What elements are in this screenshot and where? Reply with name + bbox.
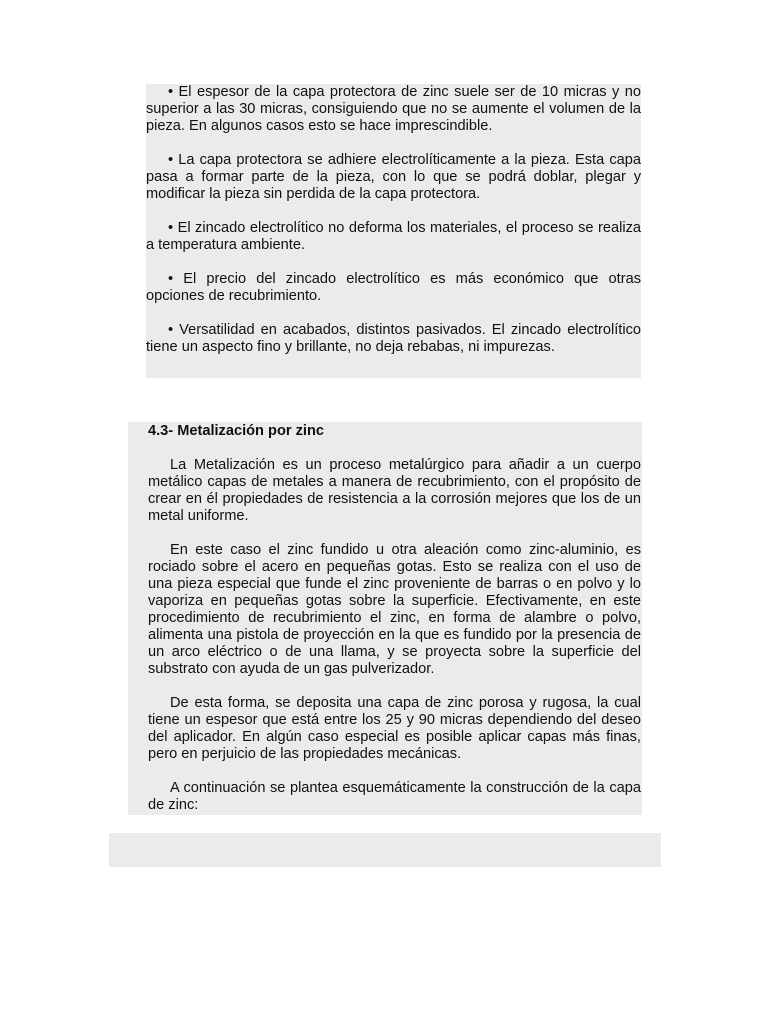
advantage-thickness: • El espesor de la capa protectora de zinc suele ser de 10 micras y no superior a las 30 micras, consiguiendo que no se aumente el volumen de la pieza. En algunos casos esto se hace imprescindible. bbox=[146, 84, 641, 134]
advantage-no-deformation: • El zincado electrolítico no deforma los materiales, el proceso se realiza a temperatura ambiente. bbox=[146, 220, 641, 253]
advantage-price: • El precio del zincado electrolítico es más económico que otras opciones de recubrimiento. bbox=[146, 271, 641, 304]
advantages-block bbox=[146, 84, 641, 378]
paragraph-process: En este caso el zinc fundido u otra aleación como zinc-aluminio, es rociado sobre el acero en pequeñas gotas. Esto se realiza con el uso de una pieza especial que funde el zinc proveniente de barras o en polvo y lo vaporiza en pequeñas gotas sobre la superficie. Efectivamente, en este procedimiento de recubrimiento el zinc, en forma de alambre o polvo, alimenta una pistola de proyección en la que es fundido por la presencia de un arco eléctrico o de una llama, y se proyecta sobre la superficie del substrato con ayuda de un gas pulverizador. bbox=[148, 542, 641, 677]
metallization-section bbox=[128, 422, 642, 815]
paragraph-definition: La Metalización es un proceso metalúrgico para añadir a un cuerpo metálico capas de metales a manera de recubrimiento, con el propósito de crear en él propiedades de resistencia a la corrosión mejores que los de un metal uniforme. bbox=[148, 457, 641, 524]
advantage-adhesion: • La capa protectora se adhiere electrolíticamente a la pieza. Esta capa pasa a formar parte de la pieza, con lo que se podrá doblar, plegar y modificar la pieza sin perdida de la capa protectora. bbox=[146, 152, 641, 202]
section-heading: 4.3- Metalización por zinc bbox=[148, 423, 324, 439]
advantage-versatility: • Versatilidad en acabados, distintos pasivados. El zincado electrolítico tiene un aspecto fino y brillante, no deja rebabas, ni impurezas. bbox=[146, 322, 641, 355]
paragraph-result: De esta forma, se deposita una capa de zinc porosa y rugosa, la cual tiene un espesor que está entre los 25 y 90 micras dependiendo del deseo del aplicador. En algún caso especial es posible aplicar capas más finas, pero en perjuicio de las propiedades mecánicas. bbox=[148, 695, 641, 762]
diagram-placeholder-block bbox=[109, 833, 661, 867]
paragraph-intro-diagram: A continuación se plantea esquemáticamente la construcción de la capa de zinc: bbox=[148, 780, 641, 813]
